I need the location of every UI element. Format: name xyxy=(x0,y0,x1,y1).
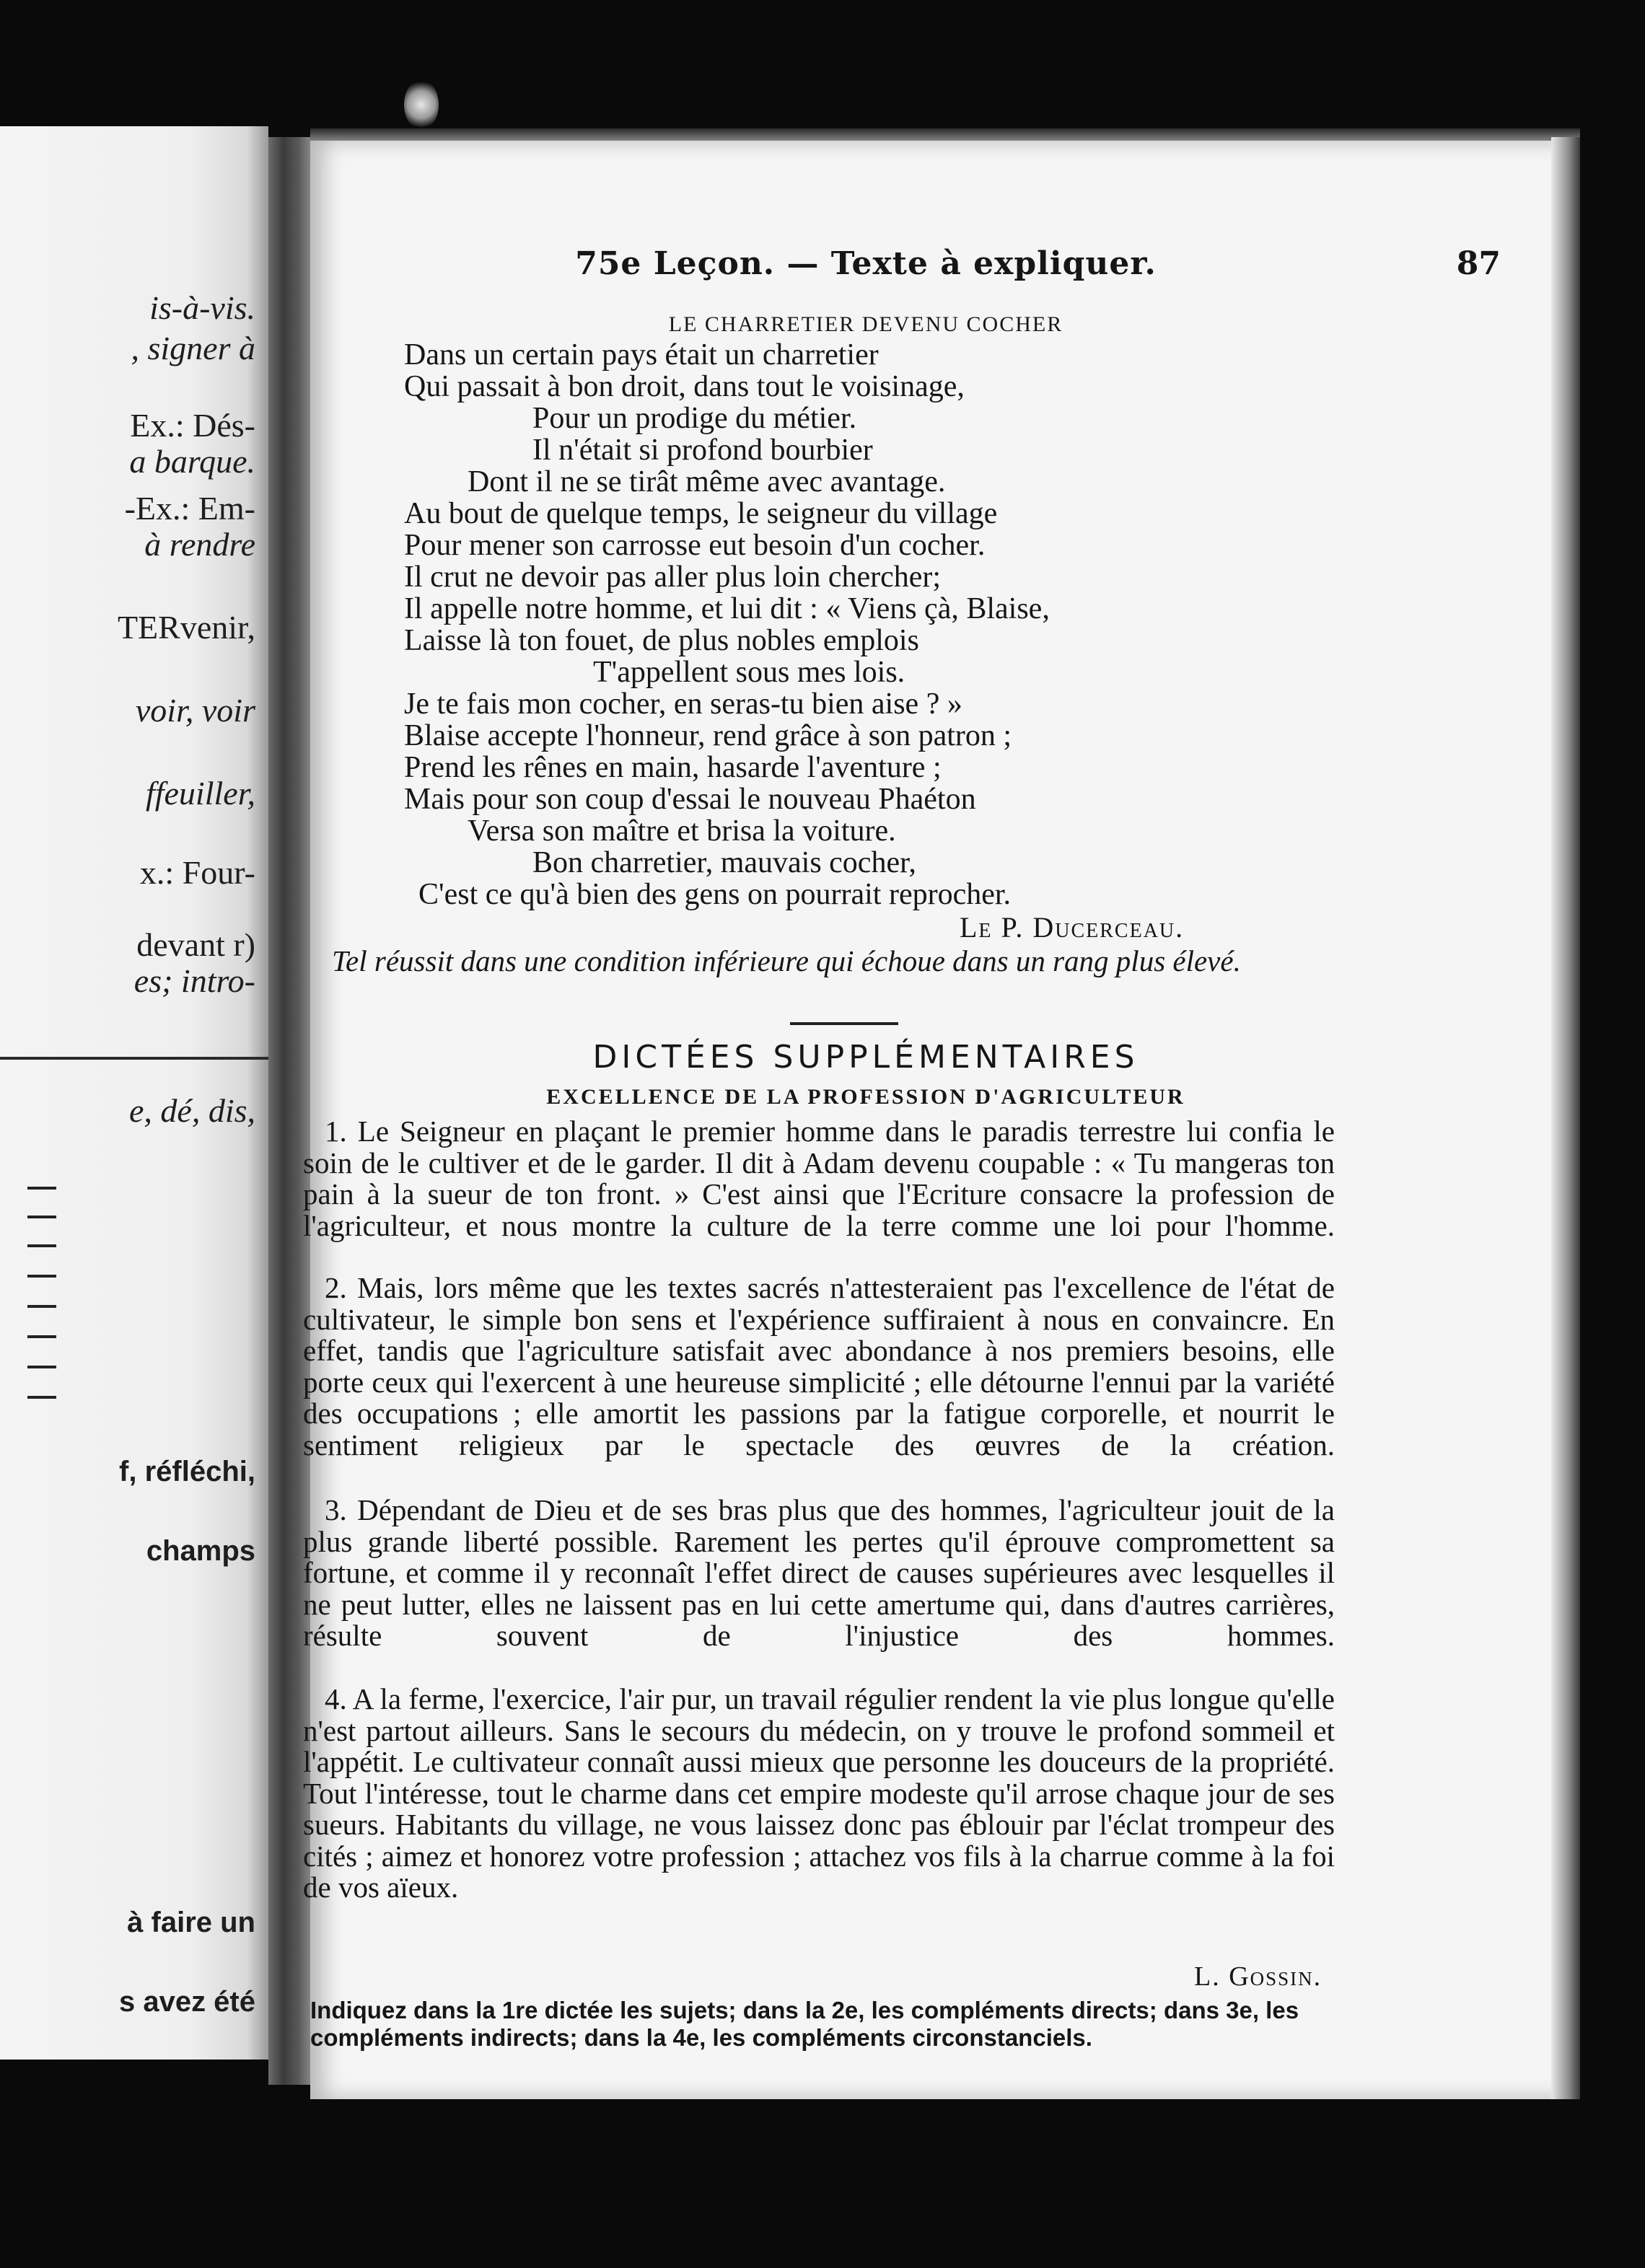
left-page-dash xyxy=(27,1366,56,1368)
verse-line: Pour un prodige du métier. xyxy=(532,402,857,435)
left-page-line: x.: Four- xyxy=(139,854,255,891)
verse-line: Dont il ne se tirât même avec avantage. xyxy=(468,465,946,498)
left-page-line: voir, voir xyxy=(135,692,255,729)
verse-line: Dans un certain pays était un charretier xyxy=(404,338,879,372)
left-page-line: f, réfléchi, xyxy=(119,1456,255,1487)
left-page-line: ffeuiller, xyxy=(145,775,255,812)
poem-author: Le P. Ducerceau. xyxy=(960,911,1185,944)
left-page-line: champs xyxy=(146,1535,255,1567)
left-page-line: -Ex.: Em- xyxy=(124,490,255,527)
left-page-line: s avez été xyxy=(118,1986,255,2018)
exercise-instructions: Indiquez dans la 1re dictée les sujets; dans la 2e, les compléments directs; dans 3e, les compléments indirects; dans la 4e, les compléments circonstanciels. xyxy=(310,1997,1299,2051)
verse-line: Il n'était si profond bourbier xyxy=(532,434,873,467)
verse-line: Pour mener son carrosse eut besoin d'un cocher. xyxy=(404,529,986,562)
left-page-dash xyxy=(27,1335,56,1338)
lesson-title: 75e Leçon. — Texte à expliquer. xyxy=(575,245,1157,282)
dictation-paragraph-1: 1. Le Seigneur en plaçant le premier homme dans le paradis terrestre lui confia le soin de le cultiver et de le garder. Il dit à Adam devenu coupable : « Tu mangeras ton pain à la sueur de ton front. » C'est ainsi que l'Ecriture consacre la profession de l'agriculteur, et nous montre la culture de la terre comme une loi pour l'homme. xyxy=(303,1115,1335,1242)
book-page xyxy=(303,141,1566,2099)
left-page-dash xyxy=(27,1275,56,1278)
verse-line: T'appellent sous mes lois. xyxy=(593,656,905,689)
left-page-dash xyxy=(27,1187,56,1190)
left-page-line: a barque. xyxy=(129,443,255,480)
page-number: 87 xyxy=(1456,245,1501,282)
poem-moral: Tel réussit dans une condition inférieure qui échoue dans un rang plus élevé. xyxy=(332,944,1241,977)
verse-line: Versa son maître et brisa la voiture. xyxy=(468,814,896,848)
dictation-paragraph-4: 4. A la ferme, l'exercice, l'air pur, un travail régulier rendent la vie plus longue qu'elle n'est partout ailleurs. Sans le secours du médecin, on y trouve le profond sommeil et l'appétit. Le cultivateur connaît aussi mieux que personne les douceurs de la propriété. Tout l'intéresse, tout le charme dans cet empire modeste qu'il arrose chaque jour de ses sueurs. Habitants du village, ne vous laissez donc pas éblouir par l'éclat trompeur des cités ; aimez et honorez votre profession ; attachez vos fils à la charrue comme à la foi de vos aïeux. xyxy=(303,1682,1335,1904)
dictation-paragraph-3: 3. Dépendant de Dieu et de ses bras plus que des hommes, l'agriculteur jouit de la plus grande liberté possible. Rarement les pertes qu'il éprouve compromettent sa fortune, et comme il y reconnaît l'effet direct de causes supérieures avec lesquelles il ne peut lutter, elles ne laissent pas en lui cette amertume qui, dans d'autres carrières, résulte souvent de l'injustice des hommes. xyxy=(303,1493,1335,1652)
section-title: DICTÉES SUPPLÉMENTAIRES xyxy=(592,1039,1139,1076)
verse-line: Blaise accepte l'honneur, rend grâce à son patron ; xyxy=(404,719,1012,752)
left-facing-page xyxy=(0,126,268,2060)
left-page-dash xyxy=(27,1305,56,1308)
verse-line: Laisse là ton fouet, de plus nobles emplois xyxy=(404,624,919,657)
verse-line: Bon charretier, mauvais cocher, xyxy=(532,846,916,879)
verse-line: Il crut ne devoir pas aller plus loin chercher; xyxy=(404,561,942,594)
verse-line: Je te fais mon cocher, en seras-tu bien aise ? » xyxy=(404,687,962,721)
ink-blot xyxy=(404,79,439,130)
left-page-line: , signer à xyxy=(131,330,255,366)
left-page-dash xyxy=(27,1216,56,1218)
left-page-line: e, dé, dis, xyxy=(128,1092,255,1129)
section-divider xyxy=(790,1022,898,1025)
verse-line: Mais pour son coup d'essai le nouveau Phaéton xyxy=(404,783,976,816)
verse-line: Au bout de quelque temps, le seigneur du village xyxy=(404,497,998,530)
left-page-line: is-à-vis. xyxy=(149,289,255,326)
left-page-rule xyxy=(0,1057,268,1060)
left-page-line: TERvenir, xyxy=(117,609,255,646)
left-page-line: à rendre xyxy=(144,526,255,563)
verse-line: C'est ce qu'à bien des gens on pourrait reprocher. xyxy=(418,878,1012,911)
verse-line: Prend les rênes en main, hasarde l'aventure ; xyxy=(404,751,942,784)
left-page-dash xyxy=(27,1396,56,1399)
verse-line: Il appelle notre homme, et lui dit : « Viens çà, Blaise, xyxy=(404,592,1050,625)
page-fore-edge xyxy=(1551,137,1580,2099)
running-head xyxy=(404,245,1501,289)
dictation-subtitle: EXCELLENCE DE LA PROFESSION D'AGRICULTEUR xyxy=(546,1085,1185,1109)
left-page-line: es; intro- xyxy=(133,962,255,999)
verse-line: Qui passait à bon droit, dans tout le voisinage, xyxy=(404,370,965,403)
left-page-line: devant r) xyxy=(136,926,255,963)
dictation-author: L. Gossin. xyxy=(1194,1961,1322,1992)
left-page-line: à faire un xyxy=(127,1907,255,1938)
left-page-dash xyxy=(27,1244,56,1247)
poem-title: LE CHARRETIER DEVENU COCHER xyxy=(668,312,1063,336)
dictation-paragraph-2: 2. Mais, lors même que les textes sacrés n'attesteraient pas l'excellence de l'état de cultivateur, le simple bon sens et l'expérience suffiraient à nous en convaincre. En effet, tandis que l'agriculture satisfait avec abondance à nos premiers besoins, elle porte ceux qui l'exercent à une heureuse simplicité ; elle détourne l'ennui par la variété des occupations ; elle amortit les passions par la fatigue corporelle, et nourrit le sentiment religieux par le spectacle des œuvres de la création. xyxy=(303,1271,1335,1462)
left-page-line: Ex.: Dés- xyxy=(130,407,255,444)
